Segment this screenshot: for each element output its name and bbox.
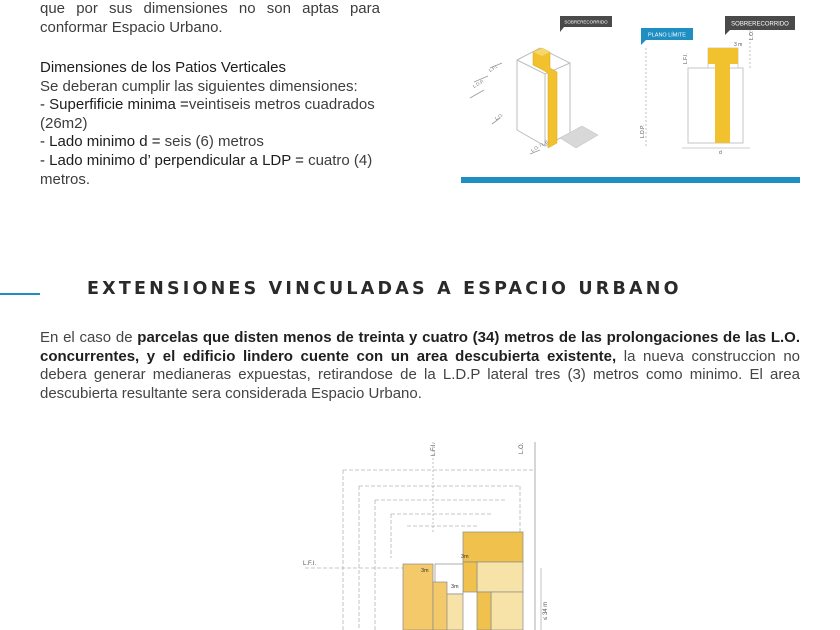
patios-item-2 [40,133,385,152]
patios-item-1-value-2: (26m2) [40,114,88,132]
label-lfi: L.F.I. [683,53,689,64]
label-lo: L.O. [749,30,755,40]
patios-block [40,59,385,189]
heading-rule [0,293,40,295]
section-paragraph [40,329,800,403]
paragraph-pre: En el caso de [40,329,138,346]
intro-line-1: que por sus dimensiones no son aptas para [40,0,380,17]
elevation-drawing [640,16,795,156]
patios-item-1-label: - Superfificie minima = [40,96,189,114]
label-side-4: L.O. / L.E. [530,138,551,153]
patios-subtitle: Se deberan cumplir las siguientes dimensiones: [40,77,358,95]
paragraph-post: la nueva construccion no debera generar medianeras expuestas, retirandose de la L.D.P lateral tres (3) metros como minimo. El area descubierta resultante sera considerada Espacio Urbano. [40,347,801,402]
tag-sobrerecorrido-right-text: SOBRERECORRIDO [731,21,789,28]
patios-item-1-value: veintiseis metros cuadrados [188,96,375,114]
label-ldp: L.D.P. [640,124,646,138]
patios-item-2-label: - Lado minimo d = [40,133,165,151]
patio-illustration [460,8,805,188]
patios-item-3-label: - Lado minimo d’ perpendicular a LDP = [40,151,309,169]
label-d: d [719,150,722,156]
tag-plano-limite-text: PLANO LÍMITE [648,32,686,39]
label-side-3: L.O. [494,112,504,121]
label-lo-top: L.O. [519,442,525,454]
label-3m-b: 3m [421,568,429,574]
label-side-2: L.D.P. [472,78,485,89]
label-3m-a: 3m [461,554,469,560]
label-lfi-top: L.F.I. [431,442,437,456]
patios-item-3-value-2: metros. [40,170,91,188]
intro-line-2: conformar Espacio Urbano. [40,18,223,36]
accent-bar [461,177,800,183]
label-side-1: L.F.I. [488,63,499,73]
plan-drawing [295,438,555,630]
patios-item-1 [40,96,385,115]
section-heading: EXTENSIONES VINCULADAS A ESPACIO URBANO [87,279,682,299]
intro-text [40,0,380,37]
label-34m: ≤ 34 m [543,601,549,620]
patios-item-3-value: cuatro (4) [308,151,373,169]
isometric-building [470,16,612,154]
patios-item-3 [40,152,385,171]
patios-item-2-value: seis (6) metros [164,133,264,151]
label-lfi-left: L.F.I. [303,561,317,567]
label-3m: 3 m [734,42,743,48]
patios-title: Dimensiones de los Patios Verticales [40,59,286,76]
tag-sobrerecorrido-left-text: SOBRERECORRIDO [564,19,608,25]
label-3m-c: 3m [451,584,459,590]
plan-blocks [403,532,523,630]
paragraph-bold: parcelas que disten menos de treinta y cuatro (34) metros de las prolongaciones de las L.O. concurrentes, y el edificio lindero cuente con un area descubierta existente, [40,329,800,365]
